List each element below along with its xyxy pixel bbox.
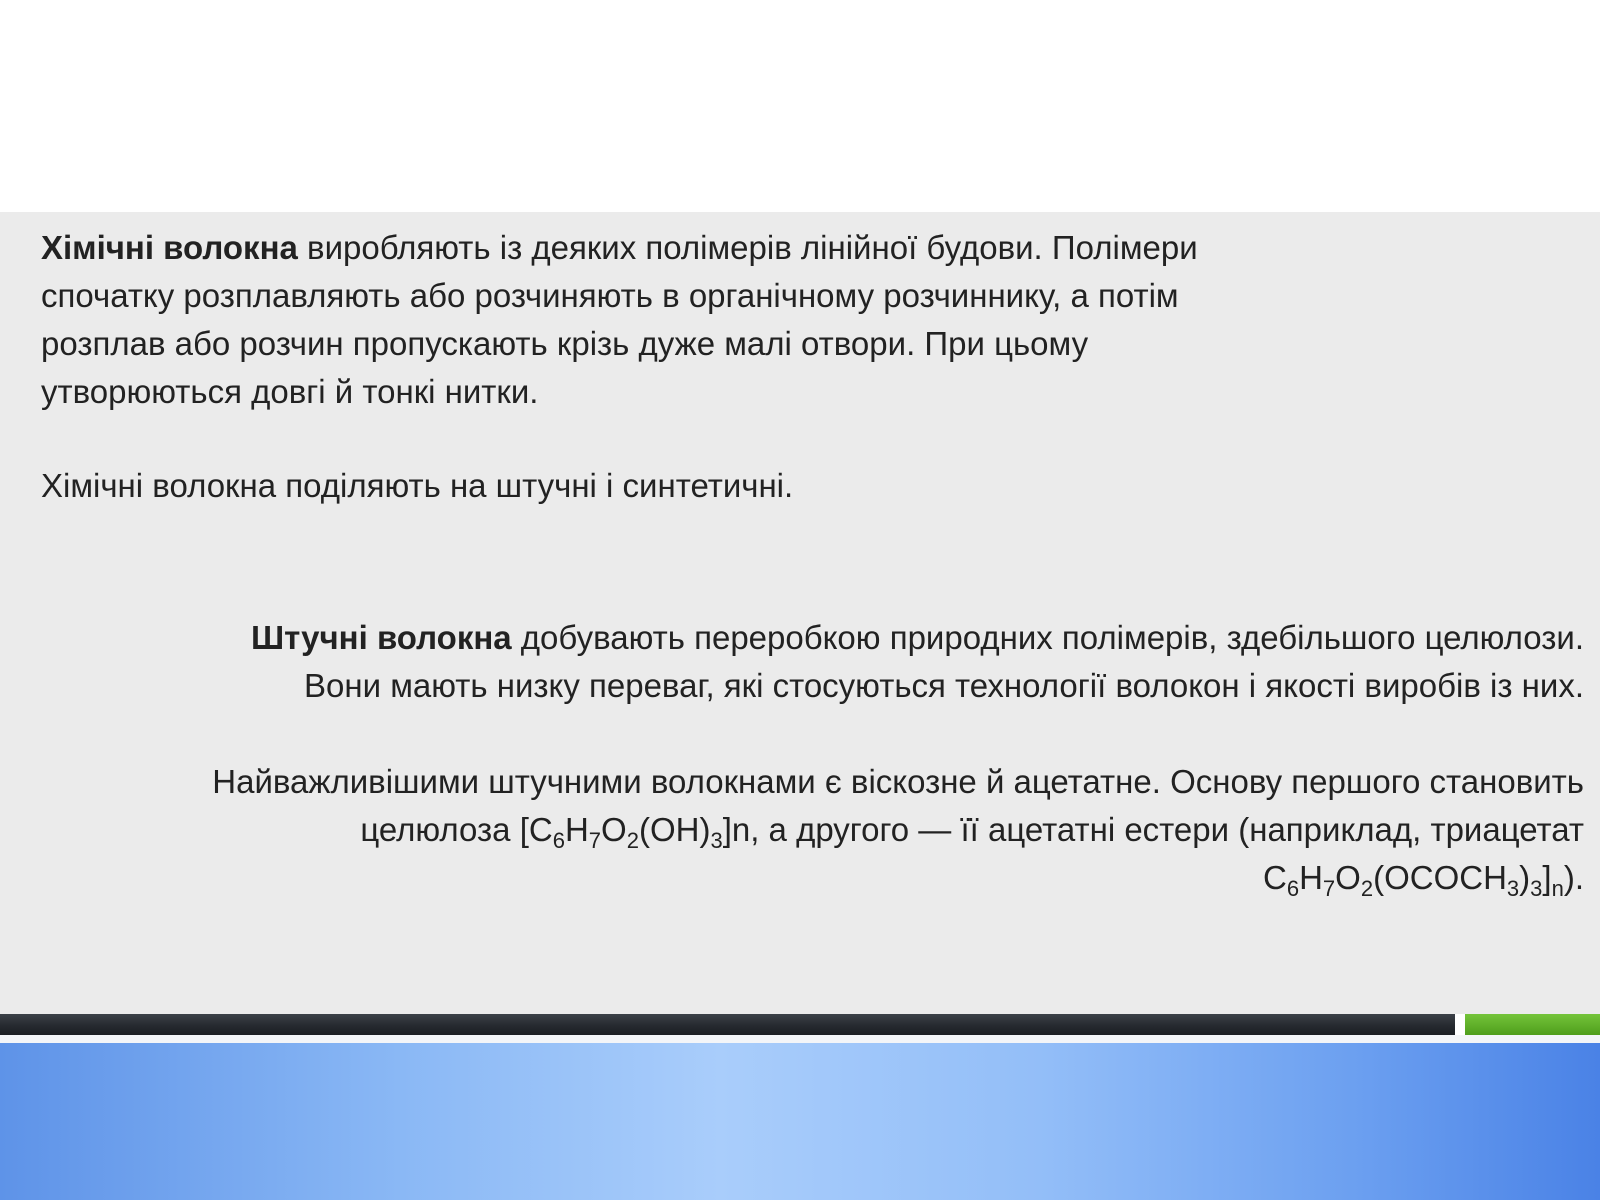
p1-line3: розплав або розчин пропускають крізь дуже малі отвори. При цьому: [41, 325, 1089, 362]
p1-line2: спочатку розплавляють або розчиняють в органічному розчиннику, а потім: [41, 277, 1179, 314]
footer-divider: [0, 1035, 1600, 1043]
paragraph-artificial-fibers: [24, 614, 1584, 710]
p3-line1: добувають переробкою природних полімерів, здебільшого целюлози.: [511, 619, 1584, 656]
p1-line4: утворюються довгі й тонкі нитки.: [41, 373, 539, 410]
p3-line2: Вони мають низку переваг, які стосуються технології волокон і якості виробів із них.: [304, 667, 1584, 704]
footer-blue-band: [0, 1043, 1600, 1200]
p1-line1: виробляють із деяких полімерів лінійної будови. Полімери: [297, 229, 1198, 266]
triacetate-formula-line: $C_6H_7O_2(OCOCH_3)_3]_n$).: [1262, 859, 1584, 901]
p4-line1: Найважливішими штучними волокнами є віскозне й ацетатне. Основу першого становить: [212, 763, 1584, 800]
paragraph-chemical-fibers: [41, 224, 1351, 416]
term-chemical-fibers: Хімічні волокна: [41, 229, 298, 266]
paragraph-viscose-acetate: [24, 758, 1584, 902]
p2-text: Хімічні волокна поділяють на штучні і синтетичні.: [41, 467, 794, 504]
cellulose-formula-line: целюлоза $[C_6H_7O_2(OH)_3]n$, а другого — її ацетатні естери (наприклад, триацетат: [360, 811, 1584, 853]
footer-green-accent: [1465, 1014, 1600, 1035]
paragraph-classification: [41, 462, 1351, 510]
footer-dark-bar: [0, 1014, 1455, 1035]
term-artificial-fibers: Штучні волокна: [251, 619, 512, 656]
